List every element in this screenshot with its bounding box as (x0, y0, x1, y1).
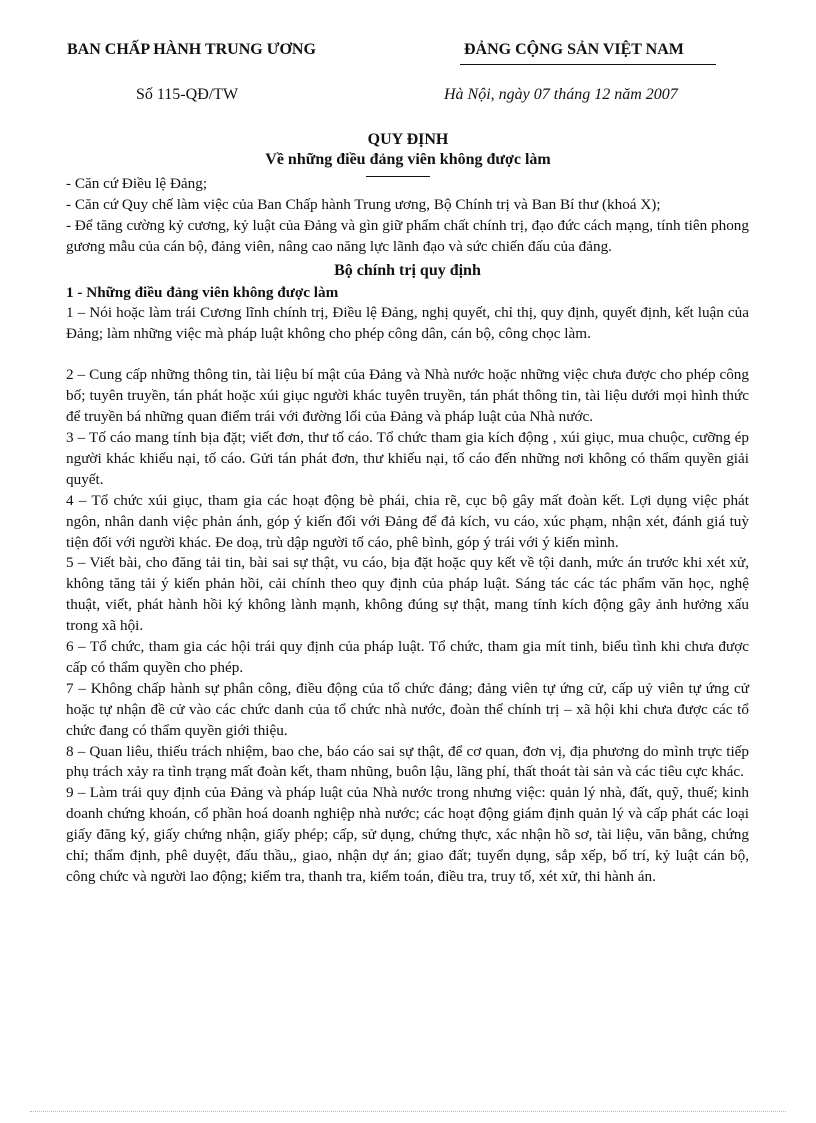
issuing-body: BAN CHẤP HÀNH TRUNG ƯƠNG (67, 41, 316, 58)
header-underline (460, 64, 716, 65)
place-and-date: Hà Nội, ngày 07 tháng 12 năm 2007 (444, 86, 678, 103)
rule-item: 8 – Quan liêu, thiếu trách nhiệm, bao che, báo cáo sai sự thật, để cơ quan, đơn vị, địa phương do mình trực tiếp phụ trách xảy ra tình trạng mất đoàn kết, tham nhũng, buôn lậu, lãng phí, thất thoát tài sản và các tiêu cực khác. (66, 742, 749, 781)
blank-line (66, 345, 749, 365)
rule-item: 7 – Không chấp hành sự phân công, điều động của tổ chức đảng; đảng viên tự ứng cử, cấp uỷ viên tự ứng cử hoặc tự nhận đề cử vào các chức danh của tổ chức nhà nước, đoàn thể chính trị – xã hội khi chưa được các tổ chức đang có thẩm quyền giới thiệu. (66, 679, 749, 739)
section-heading: 1 - Những điều đảng viên không được làm (66, 283, 339, 301)
party-name: ĐẢNG CỘNG SẢN VIỆT NAM (464, 41, 684, 58)
document-body (66, 174, 749, 888)
preamble-line: - Để tăng cường kỷ cương, kỷ luật của Đảng và gìn giữ phẩm chất chính trị, đạo đức cách mạng, tính tiên phong gương mẫu của cán bộ, đảng viên, nâng cao năng lực lãnh đạo và sức chiến đấu của đảng. (66, 216, 749, 255)
rule-item: 4 – Tổ chức xúi giục, tham gia các hoạt động bè phái, chia rẽ, cục bộ gây mất đoàn kết. Lợi dụng việc phát ngôn, nhân danh việc phản ánh, góp ý kiến đối với Đảng để đả kích, vu cáo, xúc phạm, nhận xét, đánh giá tuỳ tiện đối với người khác. Đe doạ, trù dập người tố cáo, phê bình, góp ý trái với ý kiến mình. (66, 491, 749, 551)
preamble-line: - Căn cứ Quy chế làm việc của Ban Chấp hành Trung ương, Bộ Chính trị và Ban Bí thư (khoá X); (66, 195, 661, 213)
rule-item: 9 – Làm trái quy định của Đảng và pháp luật của Nhà nước trong nhưng việc: quản lý nhà, đất, quỹ, thuế; kinh doanh chứng khoán, cổ phần hoá doanh nghiệp nhà nước; các hoạt động giám định quản lý và cấp phát các loại giấy đăng ký, giấy chứng nhận, giấy phép; cấp, sử dụng, chứng thực, xác nhận hồ sơ, tài liệu, văn bằng, chứng chỉ; thẩm định, phê duyệt, đấu thầu,, giao, nhận dự án; giao đất; tuyển dụng, sắp xếp, bố trí, kỷ luật cán bộ, công chức và người lao động; kiểm tra, thanh tra, kiểm toán, điều tra, truy tố, xét xử, thi hành án. (66, 784, 749, 885)
rule-item: 1 – Nói hoặc làm trái Cương lĩnh chính trị, Điều lệ Đảng, nghị quyết, chỉ thị, quy định, quyết định, kết luận của Đảng; làm những việc mà pháp luật không cho phép công dân, cán bộ, công chọc làm. (66, 304, 749, 343)
preamble-line: - Căn cứ Điều lệ Đảng; (66, 175, 208, 192)
page-bottom-border (30, 1111, 786, 1112)
document-title: QUY ĐỊNH (367, 131, 449, 148)
rule-item: 2 – Cung cấp những thông tin, tài liệu bí mật của Đảng và Nhà nước hoặc những việc chưa được cho phép công bố; tuyên truyền, tán phát hoặc xúi giục người khác tuyên truyền, tán phát thông tin, tài liệu dưới mọi hình thức để truyền bá những quan điểm trái với đường lối của Đảng và pháp luật của Nhà nước. (66, 366, 749, 426)
document-number: Số 115-QĐ/TW (136, 86, 239, 103)
rule-item: 5 – Viết bài, cho đăng tải tin, bài sai sự thật, vu cáo, bịa đặt hoặc quy kết về tội danh, mức án trước khi xét xử, không tăng tải ý kiến phản hồi, cải chính theo quy định của pháp luật. Sáng tác các tác phẩm văn học, nghệ thuật, viết, phát hành hồi ký không lành mạnh, không đúng sự thật, mang tính kích động gây ảnh hưởng xấu trong xã hội. (66, 554, 749, 635)
rule-item: 6 – Tổ chức, tham gia các hội trái quy định của pháp luật. Tổ chức, tham gia mít tinh, biểu tình khi chưa được cấp có thẩm quyền cho phép. (66, 638, 749, 676)
rule-item: 3 – Tố cáo mang tính bịa đặt; viết đơn, thư tố cáo. Tổ chức tham gia kích động , xúi giục, mua chuộc, cưỡng ép người khác khiếu nại, tố cáo. Gửi tán phát đơn, thư khiếu nại, tố cáo đến những nơi không có thẩm quyền giải quyết. (66, 428, 749, 488)
document-subtitle: Về những điều đảng viên không được làm (265, 151, 551, 168)
decree-heading: Bộ chính trị quy định (334, 261, 481, 279)
